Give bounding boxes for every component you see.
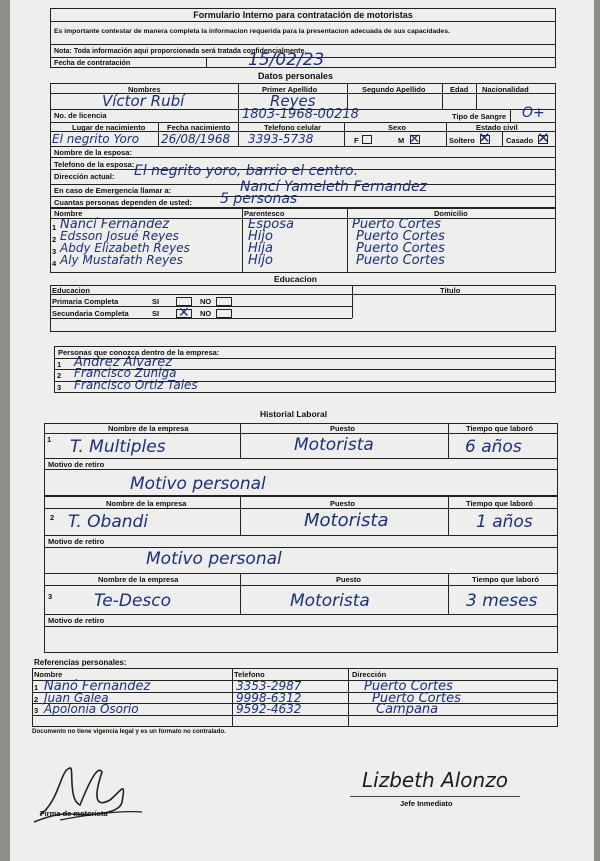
emergency-label: En caso de Emergencia llamar a: <box>54 186 172 195</box>
job-num: 3 <box>48 592 53 601</box>
married-label: Casado <box>506 136 534 145</box>
job-company: T. Obandi <box>68 512 149 532</box>
birthdate-value: 26/08/1968 <box>161 132 231 146</box>
job-position-label: Puesto <box>330 424 356 433</box>
birthplace-label: Lugar de nacimiento <box>72 123 146 132</box>
ref-num: 1 <box>34 683 39 692</box>
primary-no-label: NO <box>200 297 212 306</box>
ref-phone-label: Telefono <box>234 670 265 679</box>
hire-date-label: Fecha de contratación <box>54 58 131 67</box>
spouse-phone-label: Telefono de la esposa: <box>54 160 135 169</box>
job-company-label: Nombre de la empresa <box>108 424 189 433</box>
disclaimer: Documento no tiene vigencia legal y es un formato no contralado. <box>32 728 226 735</box>
married-mark: ✕ <box>537 130 550 147</box>
names-value: Víctor Rubí <box>102 92 185 110</box>
dep-rel: Esposa <box>248 217 294 232</box>
job-company: Te-Desco <box>94 591 172 611</box>
ref-address: Campana <box>376 702 439 717</box>
job-time-label: Tiempo que laboró <box>466 499 533 508</box>
dep-rel: Hijo <box>248 253 273 268</box>
job-position: Motorista <box>304 510 389 531</box>
contact-num: 2 <box>57 371 62 380</box>
job-position: Motorista <box>294 435 374 455</box>
boss-label: Jefe Inmediato <box>400 799 453 808</box>
dep-name-label: Nombre <box>54 209 83 218</box>
dep-home: Puerto Cortes <box>356 253 445 268</box>
phone-value: 3393-5738 <box>248 132 314 146</box>
job-company-label: Nombre de la empresa <box>106 499 187 508</box>
job-reason: Motivo personal <box>146 549 282 569</box>
form-title: Formulario Interno para contratación de motoristas <box>193 10 413 20</box>
job-time: 3 meses <box>466 591 538 611</box>
secondary-si-label: SI <box>152 309 160 318</box>
dep-name: Edsson Josué Reyes <box>60 229 179 243</box>
birthdate-label: Fecha nacimiento <box>167 123 231 132</box>
address-label: Dirección actual: <box>54 172 115 181</box>
job-num: 1 <box>47 435 52 444</box>
dep-name: Nancí Fernandez <box>60 217 170 232</box>
job-num: 2 <box>50 513 55 522</box>
references-label: Referencias personales: <box>34 658 127 667</box>
job-reason: Motivo personal <box>130 474 266 494</box>
ref-num: 2 <box>34 695 39 704</box>
dep-home-label: Domicilio <box>434 209 468 218</box>
job-reason-label: Motivo de retiro <box>48 460 105 469</box>
dep-name: Aly Mustafath Reyes <box>60 253 183 267</box>
ref-address: Puerto Cortes <box>364 679 453 694</box>
motorist-signature-label: Firma de motorista <box>40 809 108 818</box>
primary-si-label: SI <box>152 297 160 306</box>
contact-name: Francisco Ortiz Tales <box>74 378 198 392</box>
license-value: 1803-1968-00218 <box>242 107 359 122</box>
sex-m-mark: ✕ <box>409 131 420 146</box>
civil-label: Estado civil <box>476 123 518 132</box>
dep-rel-label: Parentesco <box>244 209 285 218</box>
primary-label: Primaria Completa <box>52 297 119 306</box>
ref-num: 3 <box>34 706 39 715</box>
sex-f-label: F <box>354 136 359 145</box>
dep-home: Puerto Cortes <box>356 229 445 244</box>
secondary-no-label: NO <box>200 309 212 318</box>
job-position-label: Puesto <box>330 499 356 508</box>
contact-num: 3 <box>57 383 62 392</box>
form-note: Nota: Toda información aqui proporcionada será tratada confidencialmente. <box>54 48 307 55</box>
emergency-value: Nancí Yameleth Fernandez <box>240 179 427 195</box>
second-surname-label: Segundo Apellido <box>362 85 426 94</box>
ref-phone: 3353-2987 <box>236 679 302 693</box>
ref-address: Puerto Cortes <box>372 691 461 706</box>
nationality-label: Nacionalidad <box>482 85 529 94</box>
dep-rel: Hijo <box>248 229 273 244</box>
names-label: Nombres <box>128 85 161 94</box>
license-label: No. de licencia <box>54 111 107 120</box>
secondary-label: Secundaria Completa <box>52 309 129 318</box>
dep-num: 2 <box>52 235 57 244</box>
dep-num: 3 <box>52 247 57 256</box>
phone-label: Telefono celular <box>264 123 321 132</box>
dependents-label: Cuantas personas dependen de usted: <box>54 198 192 207</box>
job-time: 1 años <box>476 512 533 532</box>
address-value: El negrito yoro, barrio el centro. <box>134 163 359 179</box>
job-reason-label: Motivo de retiro <box>48 537 105 546</box>
job-reason-label: Motivo de retiro <box>48 616 105 625</box>
contact-name: Andrez Alvarez <box>74 355 173 370</box>
job-position: Motorista <box>290 591 370 611</box>
dep-home: Puerto Cortes <box>356 241 445 256</box>
single-label: Soltero <box>449 136 475 145</box>
secondary-si-mark: ✕ <box>178 304 190 320</box>
motorist-signature-scribble <box>30 760 150 830</box>
spouse-label: Nombre de la esposa: <box>54 148 132 157</box>
edu-label: Educacion <box>52 286 90 295</box>
title-label: Titulo <box>440 286 461 295</box>
dep-name: Abdy Elizabeth Reyes <box>60 241 190 255</box>
dep-num: 4 <box>52 259 57 268</box>
job-time: 6 años <box>465 437 522 457</box>
job-time-label: Tiempo que laboró <box>466 424 533 433</box>
ref-phone: 9998-6312 <box>236 691 302 705</box>
job-company-label: Nombre de la empresa <box>98 575 179 584</box>
sex-f-checkbox[interactable] <box>362 135 372 144</box>
education-section-title: Educacion <box>274 274 317 284</box>
job-position-label: Puesto <box>336 575 362 584</box>
personal-section-title: Datos personales <box>258 71 334 81</box>
dependents-value: 5 personas <box>220 191 298 207</box>
job-time-label: Tiempo que laboró <box>472 575 539 584</box>
ref-name: Nanó Fernandez <box>44 679 151 694</box>
contacts-label: Personas que conozca dentro de la empresa: <box>58 348 220 357</box>
ref-phone: 9592-4632 <box>236 702 302 716</box>
primary-no-checkbox[interactable] <box>216 297 232 306</box>
secondary-no-checkbox[interactable] <box>216 309 232 318</box>
dep-rel: Hija <box>248 241 273 256</box>
single-mark: ✕ <box>478 130 491 147</box>
first-surname-value: Reyes <box>270 92 316 110</box>
dep-home: Puerto Cortes <box>352 217 441 232</box>
ref-name: Apolonia Osorio <box>44 702 139 716</box>
dep-num: 1 <box>52 223 57 232</box>
contact-num: 1 <box>57 360 62 369</box>
blood-value: O+ <box>522 105 545 121</box>
age-label: Edad <box>450 85 469 94</box>
ref-name-label: Nombre <box>34 670 63 679</box>
sex-label: Sexo <box>388 123 406 132</box>
ref-address-label: Dirección <box>352 670 387 679</box>
contact-name: Francisco Zuniga <box>74 366 177 380</box>
form-paper <box>10 0 594 861</box>
boss-signature: Lizbeth Alonzo <box>362 768 508 792</box>
sex-m-label: M <box>398 136 405 145</box>
blood-label: Tipo de Sangre <box>452 112 507 121</box>
job-company: T. Multiples <box>70 437 166 457</box>
hire-date-value: 15/02/23 <box>248 50 325 70</box>
first-surname-label: Primer Apellido <box>262 85 318 94</box>
work-section-title: Historial Laboral <box>260 409 328 419</box>
form-intro: Es importante contestar de manera completa la informacion requerida para la presentacion adecuada de sus capacidades. <box>54 28 450 35</box>
birthplace-value: El negrito Yoro <box>52 132 140 146</box>
ref-name: Juan Galea <box>44 691 109 705</box>
